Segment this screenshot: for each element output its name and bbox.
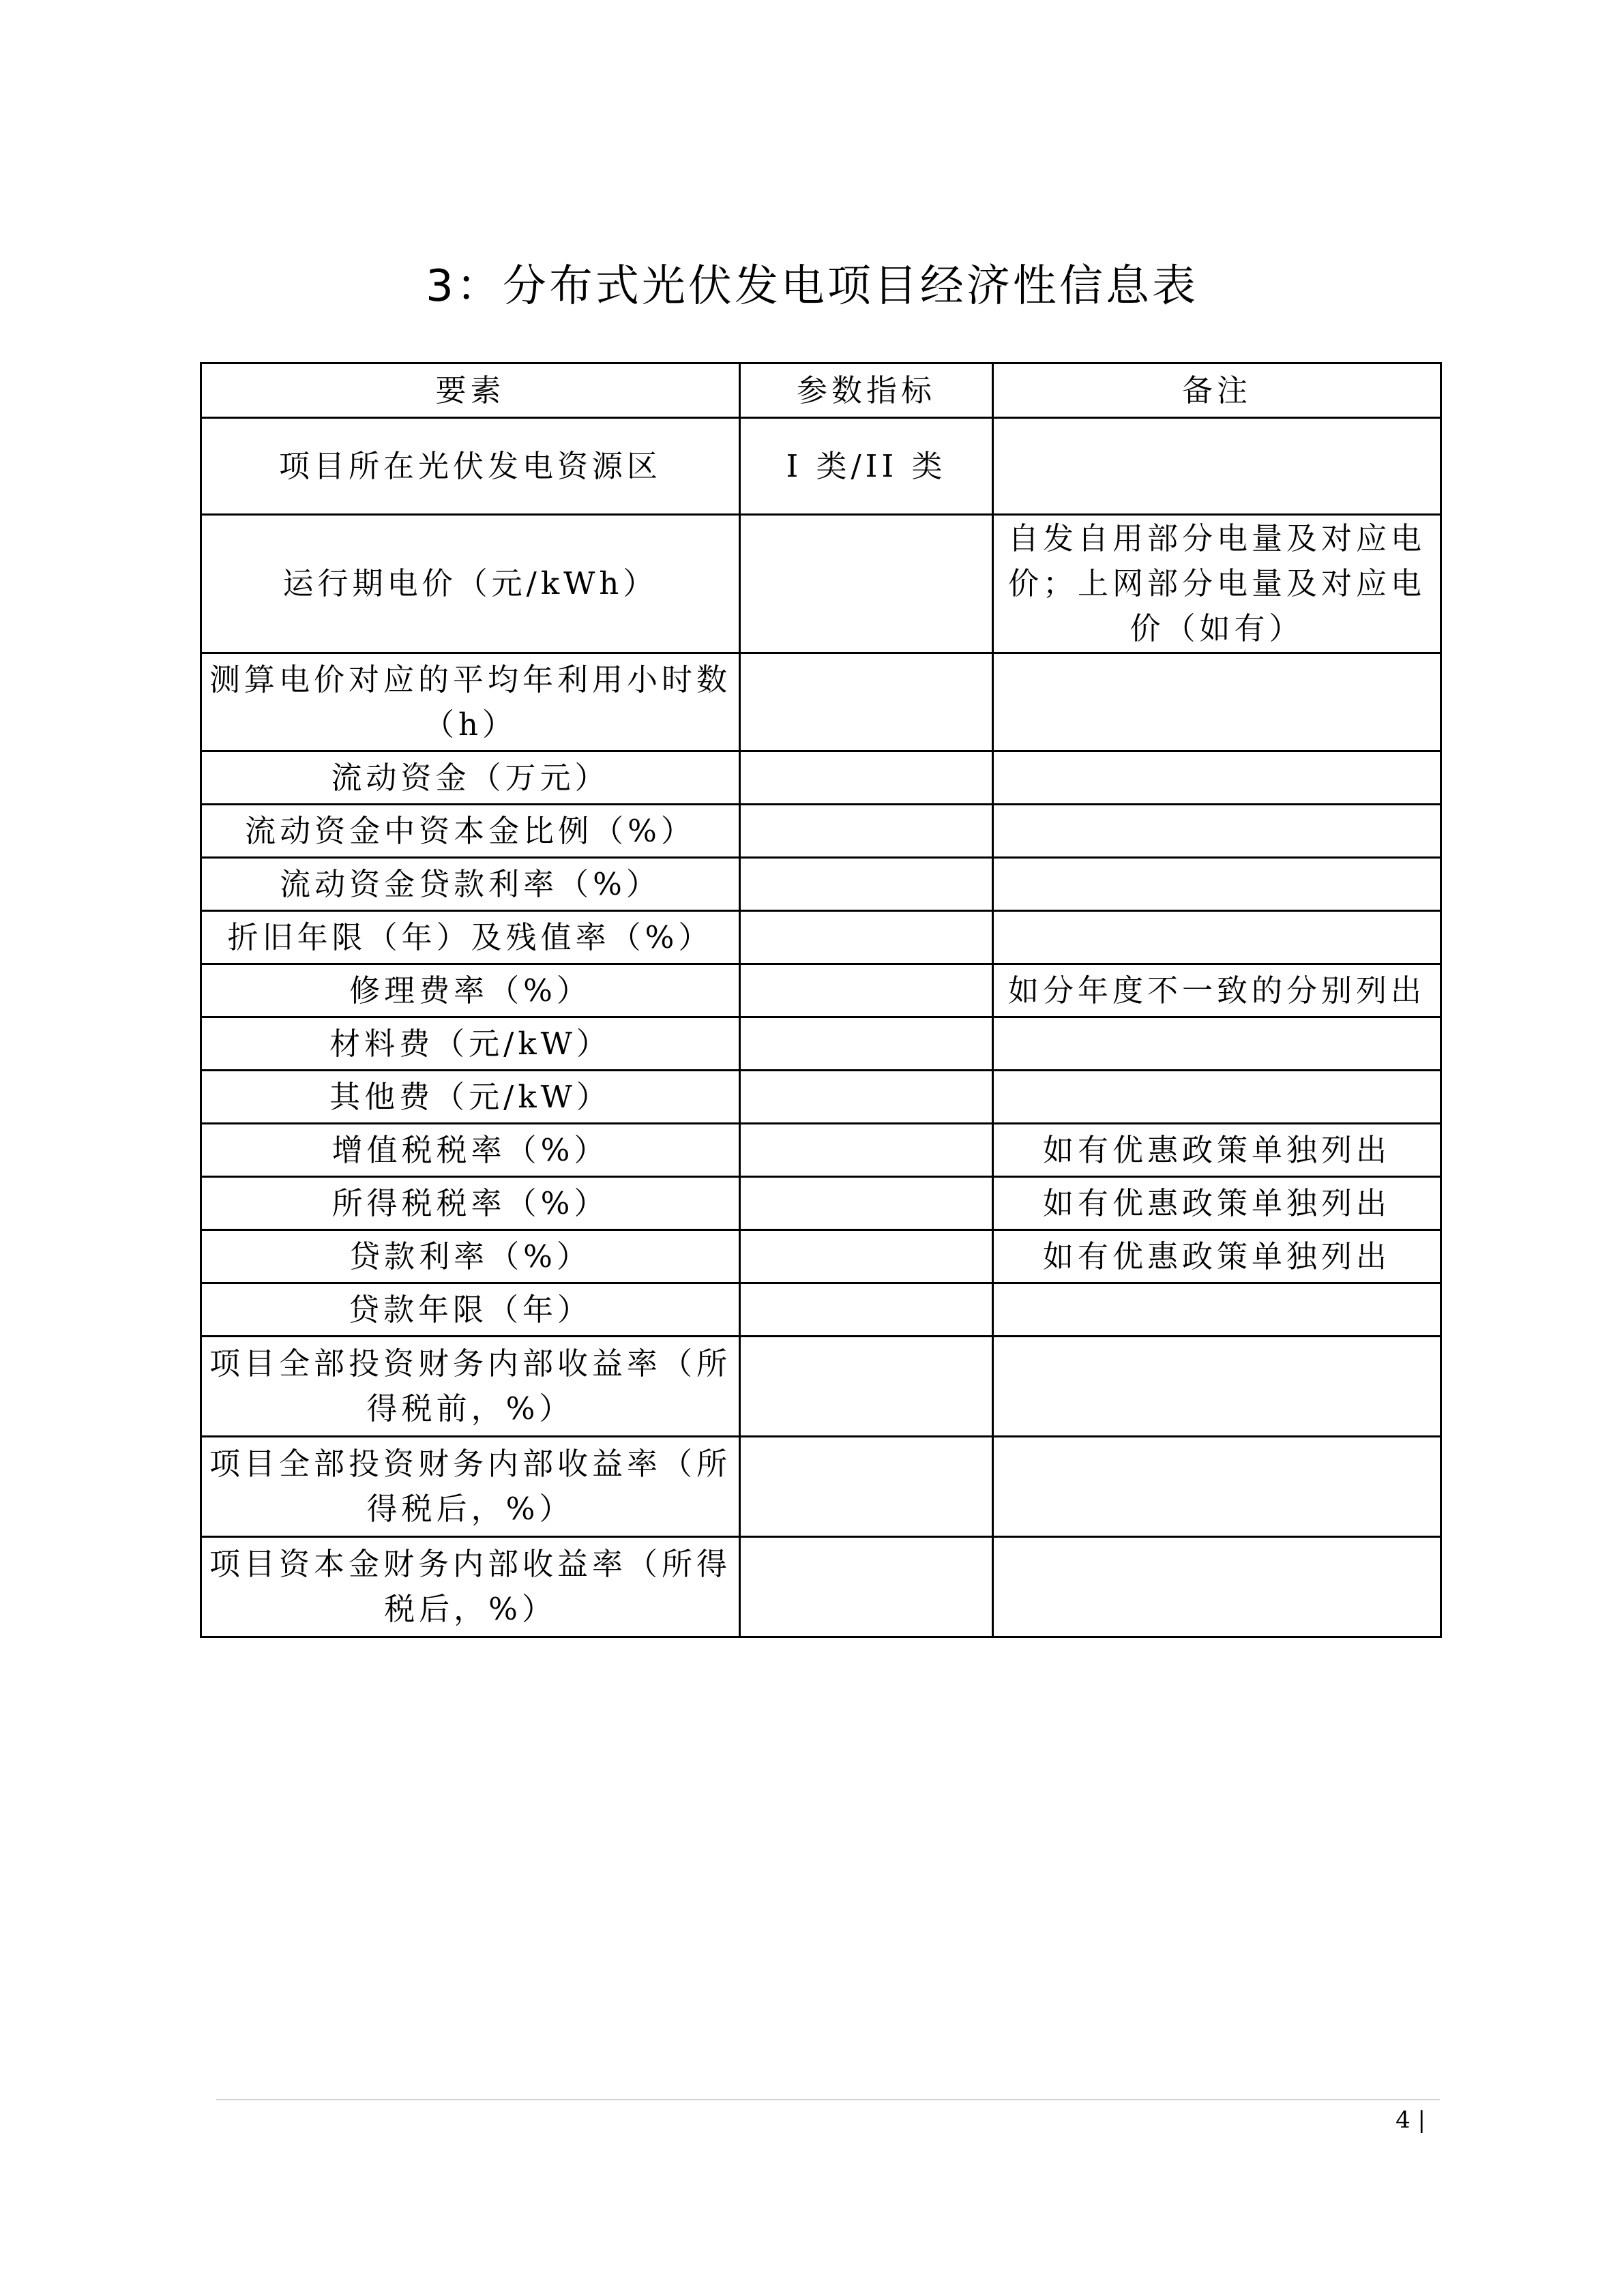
row-value: [740, 1337, 993, 1437]
row-value: [740, 1283, 993, 1337]
row-note: [993, 1283, 1441, 1337]
header-note: 备注: [993, 363, 1441, 418]
row-value: [740, 1230, 993, 1283]
table-row: [201, 515, 1441, 653]
row-item: 项目所在光伏发电资源区: [201, 418, 740, 515]
table-header-row: [201, 363, 1441, 418]
row-note: [993, 1537, 1441, 1637]
table-row: [201, 911, 1441, 964]
row-note: 自发自用部分电量及对应电价；上网部分电量及对应电价（如有）: [993, 515, 1441, 653]
row-note: [993, 1437, 1441, 1537]
row-value: [740, 751, 993, 805]
row-item: 所得税税率（%）: [201, 1177, 740, 1230]
row-value: [740, 515, 993, 653]
table-row: [201, 1283, 1441, 1337]
row-note: [993, 911, 1441, 964]
row-item: 贷款利率（%）: [201, 1230, 740, 1283]
row-value: [740, 911, 993, 964]
row-note: [993, 1071, 1441, 1124]
header-value: 参数指标: [740, 363, 993, 418]
row-item: 其他费（元/kW）: [201, 1071, 740, 1124]
table-row: [201, 751, 1441, 805]
table-row: [201, 964, 1441, 1017]
table-row: [201, 1071, 1441, 1124]
row-item: 增值税税率（%）: [201, 1124, 740, 1177]
row-value: [740, 858, 993, 911]
row-value: [740, 1537, 993, 1637]
row-value: [740, 653, 993, 751]
row-note: [993, 751, 1441, 805]
table-row: [201, 1337, 1441, 1437]
row-note: [993, 858, 1441, 911]
row-note: [993, 653, 1441, 751]
row-note: 如有优惠政策单独列出: [993, 1230, 1441, 1283]
table-row: [201, 858, 1441, 911]
row-value: [740, 1177, 993, 1230]
row-note: [993, 1337, 1441, 1437]
page-title: 3：分布式光伏发电项目经济性信息表: [426, 261, 1198, 312]
table-row: [201, 1537, 1441, 1637]
header-item: 要素: [201, 363, 740, 418]
row-item: 流动资金中资本金比例（%）: [201, 805, 740, 858]
row-item: 材料费（元/kW）: [201, 1017, 740, 1071]
page-number: 4 |: [1396, 2106, 1426, 2134]
table-row: [201, 418, 1441, 515]
row-note: 如分年度不一致的分别列出: [993, 964, 1441, 1017]
row-note: [993, 1017, 1441, 1071]
row-item: 项目全部投资财务内部收益率（所得税前，%）: [201, 1337, 740, 1437]
footer-divider: [216, 2099, 1440, 2100]
row-note: [993, 418, 1441, 515]
row-item: 项目全部投资财务内部收益率（所得税后，%）: [201, 1437, 740, 1537]
table-row: [201, 1124, 1441, 1177]
row-value: [740, 805, 993, 858]
row-value: [740, 964, 993, 1017]
table-row: [201, 1437, 1441, 1537]
row-item: 流动资金（万元）: [201, 751, 740, 805]
row-value: [740, 1017, 993, 1071]
row-item: 修理费率（%）: [201, 964, 740, 1017]
table-row: [201, 1017, 1441, 1071]
row-note: [993, 805, 1441, 858]
row-note: 如有优惠政策单独列出: [993, 1177, 1441, 1230]
table-row: [201, 805, 1441, 858]
row-item: 折旧年限（年）及残值率（%）: [201, 911, 740, 964]
economic-info-table: [200, 362, 1442, 1638]
table-row: [201, 1230, 1441, 1283]
row-value: [740, 1124, 993, 1177]
row-item: 测算电价对应的平均年利用小时数（h）: [201, 653, 740, 751]
table-row: [201, 1177, 1441, 1230]
row-item: 运行期电价（元/kWh）: [201, 515, 740, 653]
row-note: 如有优惠政策单独列出: [993, 1124, 1441, 1177]
row-item: 流动资金贷款利率（%）: [201, 858, 740, 911]
row-value: [740, 1437, 993, 1537]
row-value: [740, 1071, 993, 1124]
row-item: 项目资本金财务内部收益率（所得税后，%）: [201, 1537, 740, 1637]
table-row: [201, 653, 1441, 751]
row-item: 贷款年限（年）: [201, 1283, 740, 1337]
row-value: I 类/II 类: [740, 418, 993, 515]
